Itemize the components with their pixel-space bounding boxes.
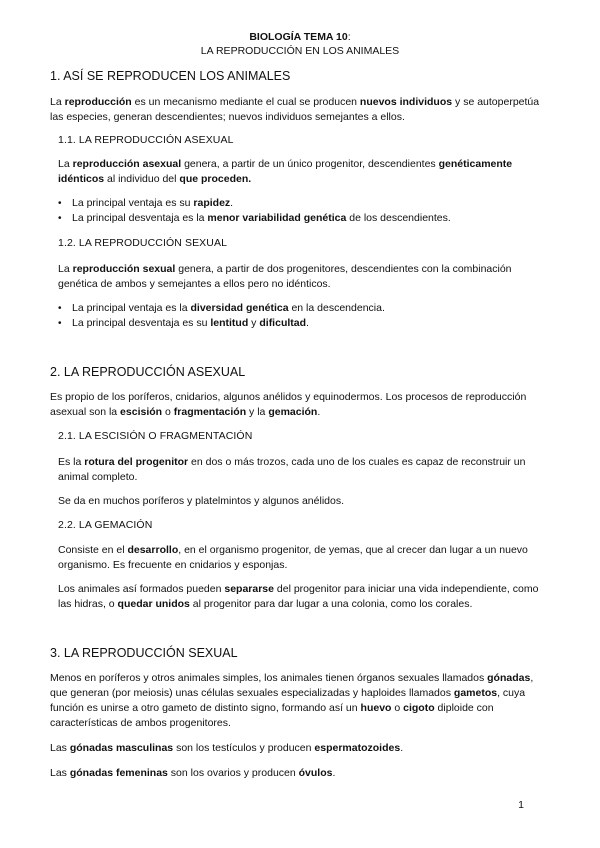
section-1-2-heading: 1.2. LA REPRODUCCIÓN SEXUAL: [58, 237, 228, 249]
section-2-2-heading: 2.2. LA GEMACIÓN: [58, 519, 153, 531]
list-item: • La principal desventaja es la menor variabilidad genética de los descendientes.: [58, 211, 550, 226]
section-1-paragraph: La reproducción es un mecanismo mediante el cual se producen nuevos individuos y se autoperpetúa las especies, generan descendientes; nuevos individuos semejantes a ellos.: [50, 96, 540, 123]
document-title-block: [0, 30, 600, 58]
document-subtitle: LA REPRODUCCIÓN EN LOS ANIMALES: [200, 45, 400, 57]
section-3-paragraph-2: Las gónadas masculinas son los testículos y producen espermatozoides.: [50, 742, 404, 754]
section-3-paragraph-3: Las gónadas femeninas son los ovarios y producen óvulos.: [50, 767, 336, 779]
page-number: 1: [518, 799, 524, 811]
section-3-paragraph-1: Menos en poríferos y otros animales simples, los animales tienen órganos sexuales llamados gónadas, que generan (por meiosis) unas células sexuales especializadas y haploides llamados gametos, cuya función es unirse a otro gameto de distinto signo, formando así un huevo o cigoto diploide con características de ambos progenitores.: [50, 672, 534, 729]
list-item: • La principal desventaja es su lentitud y dificultad.: [58, 316, 550, 331]
section-1-1-paragraph: La reproducción asexual genera, a partir de un único progenitor, descendientes genéticamente idénticos al individuo del que proceden.: [58, 158, 513, 185]
section-1-2-paragraph: La reproducción sexual genera, a partir de dos progenitores, descendientes con la combinación genética de ambos y semejantes a ellos pero no idénticos.: [58, 263, 512, 290]
section-2-paragraph: Es propio de los poríferos, cnidarios, algunos anélidos y equinodermos. Los procesos de reproducción asexual son la escisión o fragmentación y la gemación.: [50, 391, 527, 418]
section-2-1-paragraph-2: Se da en muchos poríferos y platelmintos y algunos anélidos.: [58, 495, 344, 507]
section-1-2-bullets: [58, 301, 550, 331]
list-item: • La principal ventaja es su rapidez.: [58, 196, 550, 211]
section-2-1-paragraph-1: Es la rotura del progenitor en dos o más trozos, cada uno de los cuales es capaz de reconstruir un animal completo.: [58, 456, 526, 483]
section-2-2-paragraph-2: Los animales así formados pueden separarse del progenitor para iniciar una vida independiente, como las hidras, o quedar unidos al progenitor para dar lugar a una colonia, como los corales.: [58, 583, 539, 610]
document-title: BIOLOGÍA TEMA 10:: [249, 31, 351, 43]
section-2-2-paragraph-1: Consiste en el desarrollo, en el organismo progenitor, de yemas, que al crecer dan lugar a un nuevo organismo. Es frecuente en cnidarios y esponjas.: [58, 544, 528, 571]
section-3-heading: 3. LA REPRODUCCIÓN SEXUAL: [50, 646, 238, 660]
section-1-1-bullets: [58, 196, 550, 226]
section-1-heading: 1. ASÍ SE REPRODUCEN LOS ANIMALES: [50, 69, 291, 83]
section-2-1-heading: 2.1. LA ESCISIÓN O FRAGMENTACIÓN: [58, 430, 253, 442]
section-2-heading: 2. LA REPRODUCCIÓN ASEXUAL: [50, 365, 246, 379]
list-item: • La principal ventaja es la diversidad genética en la descendencia.: [58, 301, 550, 316]
section-1-1-heading: 1.1. LA REPRODUCCIÓN ASEXUAL: [58, 134, 234, 146]
